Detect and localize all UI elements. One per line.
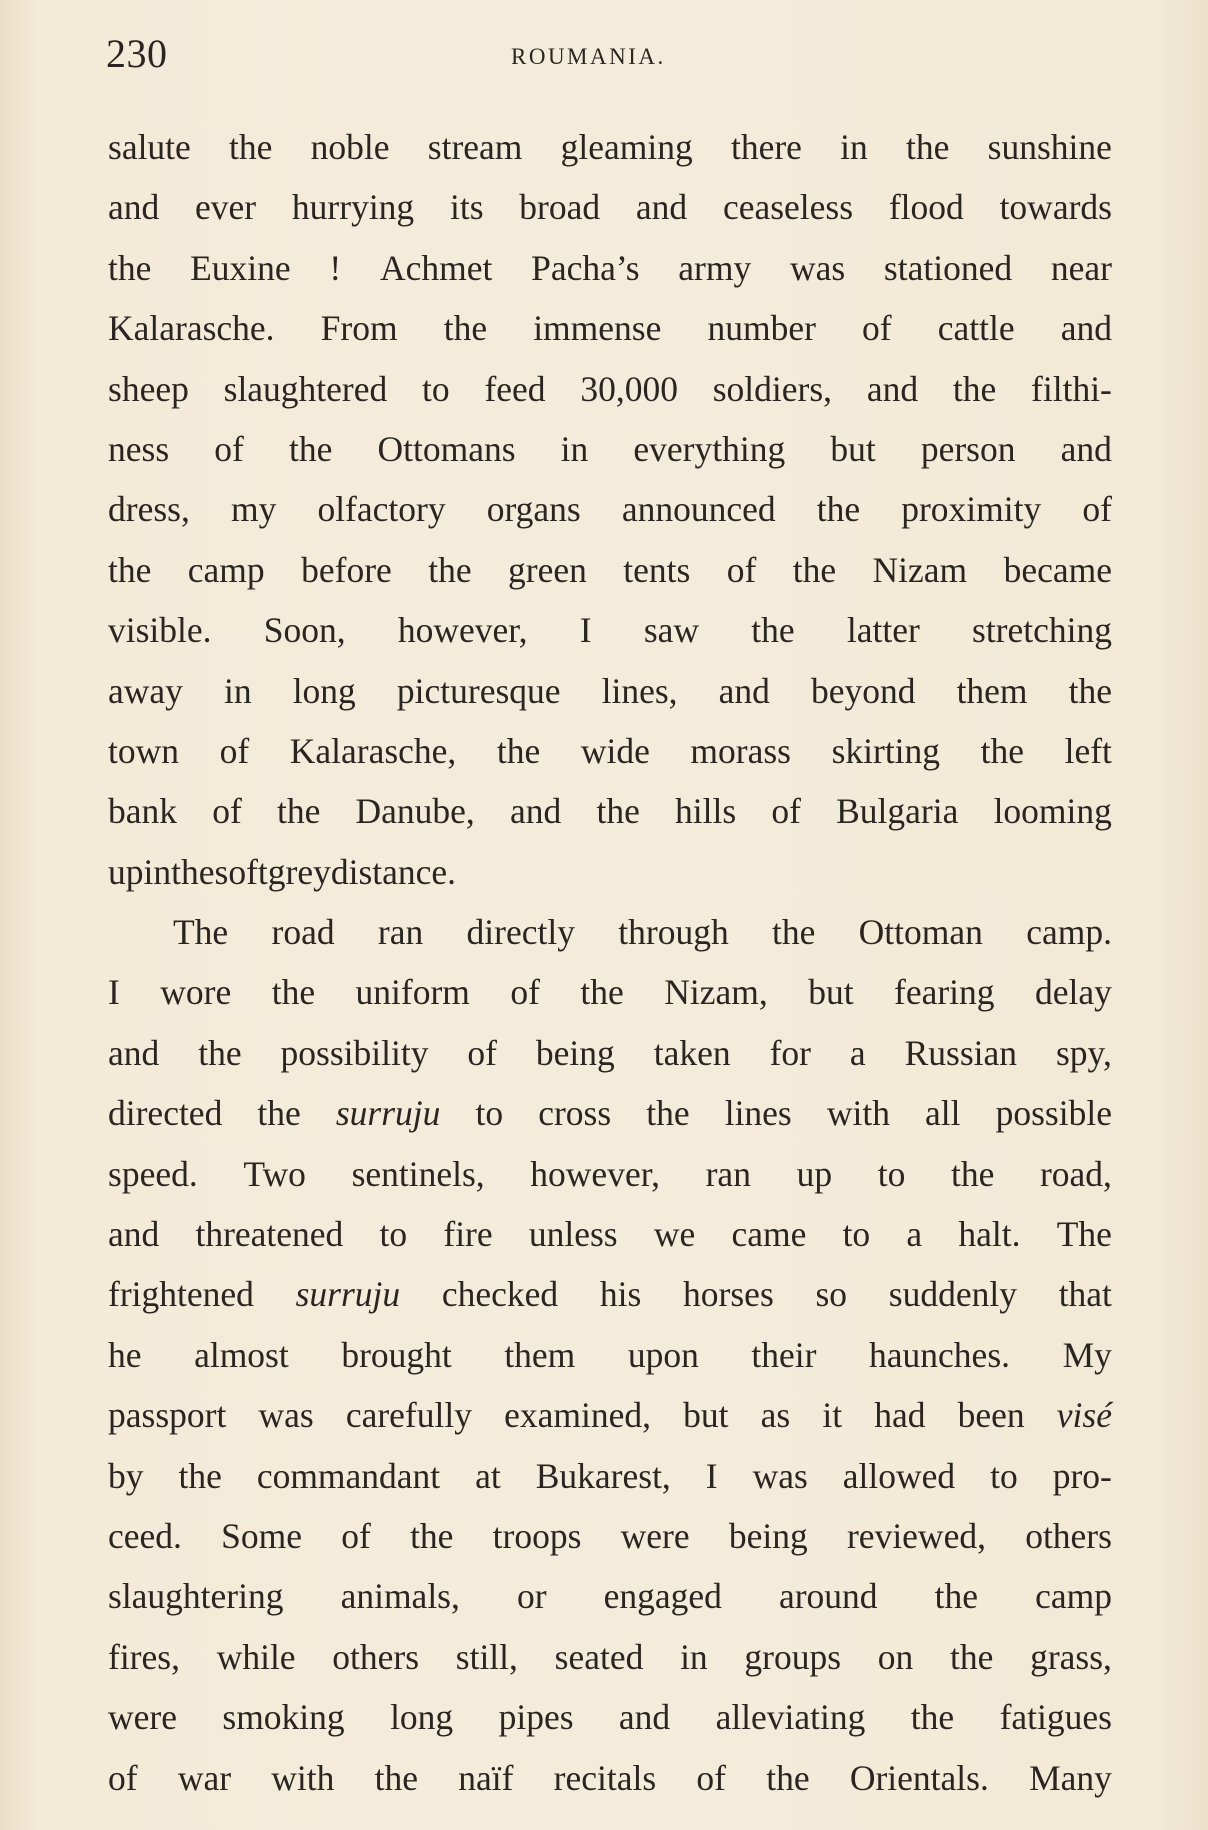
word: Kalarasche, [289,730,457,771]
word: horses [683,1274,774,1315]
text-line [108,1446,1112,1506]
word: Pacha’s [531,247,640,288]
text-line [108,1748,1112,1808]
word: allowed [842,1455,956,1496]
word: pro- [1052,1455,1112,1496]
word: to [379,1214,408,1255]
word: their [751,1334,817,1375]
word: long [292,670,356,711]
word: and [1060,428,1112,469]
word: naïf [458,1757,514,1798]
word: hills [675,791,737,832]
word: stationed [883,247,1013,288]
word: Soon, [263,610,346,651]
text-line [108,479,1112,539]
paragraph [108,117,1112,902]
word: number [707,308,816,349]
word: the [496,730,541,771]
word: had [874,1395,926,1436]
word: the [646,1093,690,1134]
word: the [751,610,795,651]
word: been [957,1395,1025,1436]
body-text [108,117,1112,1808]
word: slaughtered [223,368,388,409]
word: near [1050,247,1112,288]
word: long [390,1697,454,1738]
word: he [108,1334,142,1375]
word: reviewed, [846,1515,986,1556]
word: the [410,1515,454,1556]
word: the [816,489,861,530]
word: directly [466,912,575,953]
word: person [920,428,1016,469]
text-line [108,298,1112,358]
word: the [257,1093,301,1134]
word: and [510,791,562,832]
text-line [108,600,1112,660]
word: grey [267,851,331,892]
word: Danube, [355,791,475,832]
word: but [683,1395,729,1436]
word: however, [530,1153,660,1194]
word: were [108,1697,177,1738]
word: proximity [901,489,1042,530]
word: gleaming [560,127,693,167]
word: halt. [958,1214,1021,1255]
word: Some [221,1515,303,1556]
word: groups [744,1636,842,1677]
word: around [778,1576,878,1617]
word: the [178,1455,222,1496]
word: the [108,549,152,590]
word: stream [427,127,523,167]
word: the [910,1697,955,1738]
word: of [467,1032,497,1073]
text-line [108,117,1112,177]
word: so [815,1274,848,1315]
word: the [171,851,215,892]
text-line [108,1385,1112,1445]
word: ran [377,912,424,953]
word: troops [492,1515,582,1556]
word: I [108,972,120,1013]
word: being [728,1515,808,1556]
text-line [108,842,1112,902]
word: Bulgaria [836,791,959,832]
word: by [108,1455,144,1496]
text-line [108,661,1112,721]
word: it [822,1395,843,1436]
word: grass, [1030,1636,1112,1677]
word: that [1058,1274,1112,1315]
word: slaughtering [108,1576,284,1617]
word: taken [653,1032,731,1073]
word: fatigues [999,1697,1112,1738]
word: possible [995,1093,1112,1134]
word: passport [108,1395,227,1436]
word: surruju [295,1274,401,1315]
word: and [635,187,688,228]
word: Nizam [872,549,968,590]
word: and [618,1697,671,1738]
word: others [332,1636,420,1677]
word: before [301,549,392,590]
word: speed. [108,1153,198,1194]
word: My [1062,1334,1112,1375]
word: commandant [256,1455,441,1496]
word: while [216,1636,296,1677]
word: the [766,1757,810,1798]
word: of [108,1757,138,1798]
word: olfactory [317,489,446,530]
text-line [108,419,1112,479]
word: uniform [355,972,470,1013]
word: the [906,127,950,167]
text-line [108,721,1112,781]
word: From [320,308,398,349]
word: recitals [553,1757,657,1798]
word: stretching [972,610,1112,651]
word: hurrying [291,187,415,228]
word: camp [187,549,265,590]
word: the [949,1636,994,1677]
word: of [219,730,250,771]
word: alleviating [715,1697,866,1738]
text-line [108,1325,1112,1385]
word: towards [999,187,1112,228]
text-line [108,1204,1112,1264]
word: the [952,368,997,409]
word: soldiers, [712,368,833,409]
word: with [826,1093,890,1134]
word: others [1025,1515,1112,1556]
word: carefully [345,1395,472,1436]
page-number: 230 [106,31,168,76]
word: a [906,1214,923,1255]
word: road, [1039,1153,1112,1194]
word: almost [194,1334,289,1375]
word: brought [341,1334,452,1375]
word: Bukarest, [535,1455,671,1496]
word: them [504,1334,576,1375]
word: the [374,1757,418,1798]
word: skirting [831,730,941,771]
word: of [771,791,801,832]
word: were [620,1515,690,1556]
word: of [510,972,540,1013]
word: fire [443,1214,493,1255]
word: Ottoman [858,912,983,953]
paragraph [108,902,1112,1808]
text-line [108,781,1112,841]
word: green [508,549,587,590]
word: and [108,1032,160,1073]
word: was [752,1455,808,1496]
word: animals, [340,1576,460,1617]
text-line [108,1627,1112,1687]
word: there [730,127,802,167]
word: its [449,187,484,228]
word: but [808,972,854,1013]
word: sheep [108,368,189,409]
word: Euxine [190,247,291,288]
word: of [214,428,244,469]
word: to [990,1455,1018,1496]
word: the [772,912,816,953]
word: haunches. [869,1334,1011,1375]
word: sentinels, [351,1153,485,1194]
word: noble [310,127,390,167]
word: ceaseless [722,187,854,228]
word: everything [633,428,786,469]
word: lines [724,1093,792,1134]
word: his [599,1274,642,1315]
word: camp. [1026,912,1112,953]
word: looming [993,791,1112,832]
word: smoking [222,1697,345,1738]
word: the [934,1576,979,1617]
text-line [108,1264,1112,1324]
word: to [475,1093,504,1134]
word: immense [533,308,662,349]
word: the [271,972,316,1013]
word: cattle [937,308,1015,349]
word: ran [705,1153,751,1194]
word: threatened [195,1214,344,1255]
running-title: ROUMANIA. [511,44,666,69]
word: with [271,1757,335,1798]
word: Nizam, [664,972,768,1013]
word: the [443,308,488,349]
word: ness [108,428,170,469]
word: Orientals. [849,1757,989,1798]
word: as [760,1395,791,1436]
word: to [422,368,450,409]
word: beyond [810,670,916,711]
word: morass [690,730,791,771]
word: upon [627,1334,699,1375]
word: Kalarasche. [108,308,275,349]
word: flood [888,187,964,228]
word: Ottomans [377,428,516,469]
word: ever [195,187,257,228]
word: visé [1056,1395,1112,1436]
word: visible. [108,610,212,651]
text-line [108,1083,1112,1143]
word: we [653,1214,696,1255]
word: Many [1029,1757,1112,1798]
word: pipes [498,1697,574,1738]
word: away [108,670,183,711]
word: frightened [108,1274,254,1315]
word: cross [538,1093,612,1134]
word: of [862,308,892,349]
word: Russian [904,1032,1018,1073]
word: seated [554,1636,644,1677]
word: dress, [108,489,190,530]
word: was [789,247,846,288]
word: feed [484,368,546,409]
word: and [108,1214,160,1255]
word: unless [528,1214,618,1255]
word: the [288,428,333,469]
word: examined, [504,1395,651,1436]
word: them [956,670,1028,711]
text-line [108,359,1112,419]
word: spy, [1055,1032,1112,1073]
word: fearing [894,972,995,1013]
word: surruju [335,1093,441,1134]
word: The [1056,1214,1112,1255]
word: broad [519,187,601,228]
word: tents [623,549,691,590]
word: but [830,428,876,469]
word: up [108,851,144,892]
word: sunshine [987,127,1112,167]
word: Achmet [379,247,493,288]
word: distance. [330,851,457,892]
word: the [950,1153,995,1194]
word: salute [108,127,191,167]
word: engaged [603,1576,722,1617]
word: to [877,1153,906,1194]
word: announced [621,489,776,530]
word: I [579,610,592,651]
word: the [276,791,321,832]
word: through [618,912,729,953]
word: Two [243,1153,306,1194]
word: my [230,489,277,530]
word: directed [108,1093,223,1134]
text-line [108,177,1112,237]
word: of [696,1757,726,1798]
word: lines, [601,670,678,711]
word: picturesque [396,670,561,711]
word: delay [1035,972,1112,1013]
word: the [596,791,640,832]
word: however, [397,610,528,651]
word: the [198,1032,242,1073]
word: all [925,1093,961,1134]
word: of [212,791,242,832]
word: the [1068,670,1112,711]
word: was [258,1395,314,1436]
word: still, [455,1636,518,1677]
word: came [731,1214,807,1255]
word: of [1082,489,1112,530]
text-line [108,1023,1112,1083]
word: saw [643,610,700,651]
word: and [866,368,919,409]
word: filthi- [1031,368,1112,409]
word: in [680,1636,708,1677]
word: fires, [108,1636,180,1677]
word: the [428,549,472,590]
word: road [271,912,335,953]
word: latter [846,610,920,651]
word: wide [580,730,650,771]
word: bank [108,791,178,832]
word: being [535,1032,615,1073]
word: of [341,1515,371,1556]
text-line [108,1566,1112,1626]
word: the [580,972,624,1013]
word: ceed. [108,1515,182,1556]
word: the [792,549,837,590]
word: and [108,187,160,228]
text-line [108,902,1112,962]
word: ! [329,247,342,288]
word: 30,000 [580,368,678,409]
word: to [842,1214,871,1255]
word: on [877,1636,914,1677]
word: left [1064,730,1112,771]
word: suddenly [888,1274,1017,1315]
page-header [106,30,1106,86]
word: and [718,670,770,711]
word: wore [160,972,232,1013]
word: the [980,730,1024,771]
word: up [796,1153,833,1194]
word: the [108,247,152,288]
word: at [475,1455,501,1496]
word: and [1060,308,1112,349]
word: war [177,1757,232,1798]
word: in [840,127,868,167]
word: possibility [280,1032,429,1073]
word: organs [486,489,581,530]
text-line [108,238,1112,298]
word: soft [214,851,268,892]
text-line [108,1144,1112,1204]
word: for [769,1032,811,1073]
word: The [173,912,229,953]
word: became [1003,549,1112,590]
text-line [108,1687,1112,1747]
word: or [516,1576,547,1617]
word: in [560,428,589,469]
text-line [108,962,1112,1022]
word: camp [1035,1576,1112,1617]
text-line [108,540,1112,600]
text-line [108,1506,1112,1566]
word: the [229,127,273,167]
word: I [705,1455,718,1496]
word: in [143,851,172,892]
word: in [223,670,252,711]
word: of [726,549,757,590]
word: checked [441,1274,559,1315]
word: a [849,1032,866,1073]
word: army [678,247,752,288]
word: town [108,730,179,771]
